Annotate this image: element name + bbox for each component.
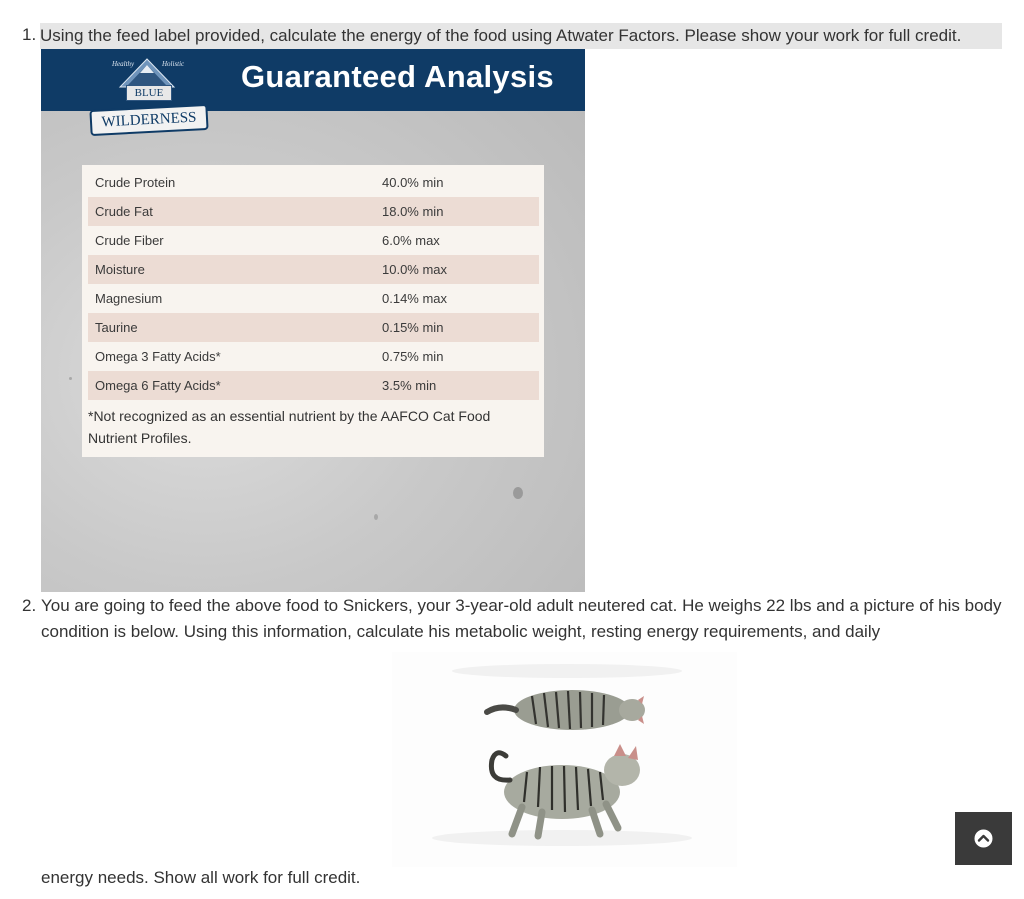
feed-label-image	[41, 49, 585, 592]
nutrient-name: Omega 3 Fatty Acids*	[95, 349, 221, 364]
logo-wilderness-text: WILDERNESS	[89, 104, 208, 136]
label-title: Guaranteed Analysis	[241, 59, 554, 94]
nutrient-value: 0.75% min	[382, 349, 444, 364]
nutrient-name: Crude Fiber	[95, 233, 164, 248]
question-1-text: Using the feed label provided, calculate the energy of the food using Atwater Factors. Please show your work for full credit.	[40, 23, 1002, 49]
question-2-text: You are going to feed the above food to Snickers, your 3-year-old adult neutered cat. He weighs 22 lbs and a picture of his body condition is below. Using this information, calculate his metabolic weight, resting energy requirements, and daily	[41, 596, 1002, 641]
chevron-up-circle-icon	[955, 812, 1012, 865]
nutrient-value: 40.0% min	[382, 175, 444, 190]
question-1-number: 1.	[22, 25, 37, 44]
table-row	[88, 197, 539, 226]
nutrient-value: 6.0% max	[382, 233, 440, 248]
question-2-text-continued: energy needs. Show all work for full credit.	[41, 868, 361, 887]
brand-logo	[88, 55, 206, 135]
nutrient-value: 0.14% max	[382, 291, 448, 306]
analysis-table	[82, 165, 544, 457]
table-row	[88, 313, 539, 342]
nutrient-name: Moisture	[95, 262, 145, 277]
nutrient-value: 18.0% min	[382, 204, 444, 219]
nutrient-name: Magnesium	[95, 291, 163, 306]
table-row	[88, 284, 539, 313]
nutrient-value: 0.15% min	[382, 320, 444, 335]
question-2-number: 2.	[22, 596, 37, 615]
cat-side-view-icon	[491, 744, 640, 836]
logo-blue-text: BLUE	[126, 85, 172, 101]
nutrient-value: 3.5% min	[382, 378, 437, 393]
table-row	[88, 226, 539, 255]
nutrient-name: Crude Fat	[95, 204, 153, 219]
cat-top-view-icon	[487, 690, 645, 730]
table-row	[88, 255, 539, 284]
scroll-to-top-button[interactable]	[955, 812, 1012, 865]
nutrient-name: Taurine	[95, 320, 138, 335]
nutrient-name: Omega 6 Fatty Acids*	[95, 378, 221, 393]
texture-speck	[69, 377, 72, 380]
nutrient-value: 10.0% max	[382, 262, 448, 277]
table-row	[88, 371, 539, 400]
logo-tagline-right: Holistic	[162, 60, 185, 68]
texture-speck	[513, 487, 523, 499]
table-row	[88, 342, 539, 371]
texture-speck	[374, 514, 378, 520]
cat-body-condition-image	[392, 652, 737, 867]
nutrient-name: Crude Protein	[95, 175, 176, 190]
table-row	[88, 168, 539, 197]
label-footnote: *Not recognized as an essential nutrient by the AAFCO Cat Food Nutrient Profiles.	[88, 408, 491, 446]
logo-tagline-left: Healthy	[112, 60, 135, 68]
